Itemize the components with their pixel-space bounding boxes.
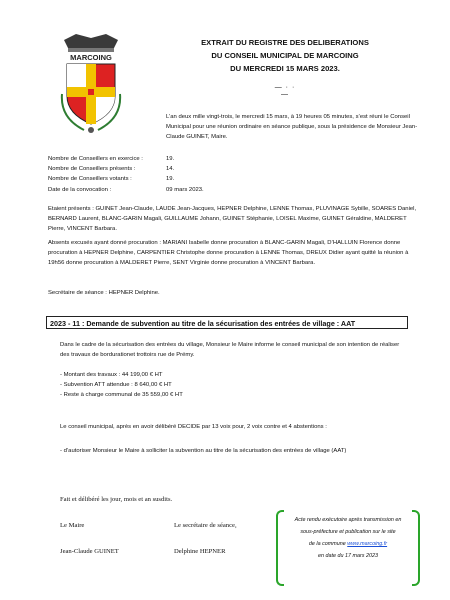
deliberation-subject: 2023 - 11 : Demande de subvention au titre de la sécurisation des entrées de village : AAT xyxy=(46,316,408,329)
session-secretary: Secrétaire de séance : HEPNER Delphine. xyxy=(48,290,160,296)
amount-item: - Montant des travaux : 44 199,00 € HT xyxy=(60,372,163,378)
secretary-name: Delphine HEPNER xyxy=(174,548,226,555)
authorisation-text: - d’autoriser Monsieur le Maire à solliciter la subvention au titre de la sécurisation des entrées de village (AAT) xyxy=(60,448,347,454)
stamp-line xyxy=(286,538,410,550)
absent-proxies: Absents excusés ayant donné procuration : MARIANI Isabelle donne procuration à BLANC-GARIN Magali, D’HALLUIN Florence donne procuration à HEPNER Delphine, CARPENTIER Christophe donne procuration à LENNE Thomas, DREUX Didier ayant quitté la réunion à 19h56 donne procuration à MALDERET Pierre, SENT Virginie donne procuration à VINCENT Barbara. xyxy=(48,240,409,267)
title-separator: — · · — xyxy=(274,84,296,98)
stamp-line: en date du 17 mars 2023 xyxy=(318,553,378,559)
meta-value: 19. xyxy=(166,156,175,162)
meta-label: Date de la convocation : xyxy=(48,186,112,193)
meta-label: Nombre de Conseillers votants : xyxy=(48,176,132,183)
title-line-3: DU MERCREDI 15 MARS 2023. xyxy=(230,64,340,73)
publication-stamp xyxy=(276,510,420,586)
done-statement: Fait et délibéré les jour, mois et an susdits. xyxy=(60,496,173,503)
meta-label: Nombre de Conseillers présents : xyxy=(48,166,136,173)
council-counts xyxy=(48,154,408,195)
meta-value: 09 mars 2023. xyxy=(166,186,204,193)
stamp-line: Acte rendu exécutoire après transmission en xyxy=(294,517,402,523)
meta-label: Nombre de Conseillers en exercice : xyxy=(48,156,143,162)
mayor-name: Jean-Claude GUINET xyxy=(60,548,119,555)
title-line-1: EXTRAIT DU REGISTRE DES DELIBERATIONS xyxy=(201,38,369,47)
deliberation-body: Dans le cadre de la sécurisation des entrées du village, Monsieur le Maire informe le conseil municipal de son intention de réaliser des travaux de bordurationet trottoirs rue de Prémy. xyxy=(60,342,400,359)
stamp-prefix: de la commune xyxy=(308,541,348,547)
mayor-label: Le Maire xyxy=(60,522,85,529)
website-link[interactable]: www.marcoing.fr xyxy=(347,541,388,547)
stamp-bracket-right xyxy=(412,510,420,586)
secretary-label: Le secrétaire de séance, xyxy=(174,522,237,529)
meta-row xyxy=(48,174,408,184)
intro-paragraph: L’an deux mille vingt-trois, le mercredi 15 mars, à 19 heures 05 minutes, s’est réuni le Conseil Municipal pour une réunion ordinaire en séance publique, sous la présidence de Monsieur Jean-Claude GUINET, Maire. xyxy=(166,114,418,140)
title-line-2: DU CONSEIL MUNICIPAL DE MARCOING xyxy=(211,51,359,60)
meta-row xyxy=(48,185,408,195)
meta-row xyxy=(48,154,408,164)
document-title xyxy=(150,36,420,75)
amount-item: - Subvention ATT attendue : 8 640,00 € HT xyxy=(60,382,172,389)
meta-row xyxy=(48,164,408,174)
meta-value: 14. xyxy=(166,166,175,173)
stamp-line: sous-préfecture et publication sur le site xyxy=(300,529,396,535)
meta-value: 19. xyxy=(166,176,175,183)
stamp-bracket-left xyxy=(276,510,284,586)
decision-text: Le conseil municipal, après en avoir délibéré DECIDE par 13 voix pour, 2 voix contre et 4 abstentions : xyxy=(60,424,327,430)
svg-text:MARCOING: MARCOING xyxy=(70,53,112,62)
town-crest xyxy=(58,34,124,134)
stamp-text xyxy=(286,514,410,562)
amounts-list xyxy=(60,370,360,401)
amount-item: - Reste à charge communal de 35 559,00 € HT xyxy=(60,392,183,399)
present-members: Etaient présents : GUINET Jean-Claude, LAUDE Jean-Jacques, HEPNER Delphine, LENNE Thomas, PLUVINAGE Sybille, SOARES Daniel, BERNARD Laurent, BLANC-GARIN Magali, GUILLAUME Johann, GUINET Stéphanie, LOISEL Maxime, GUINET Géraldine, MALDERET Pierre, VINCENT Barbara. xyxy=(48,206,417,233)
